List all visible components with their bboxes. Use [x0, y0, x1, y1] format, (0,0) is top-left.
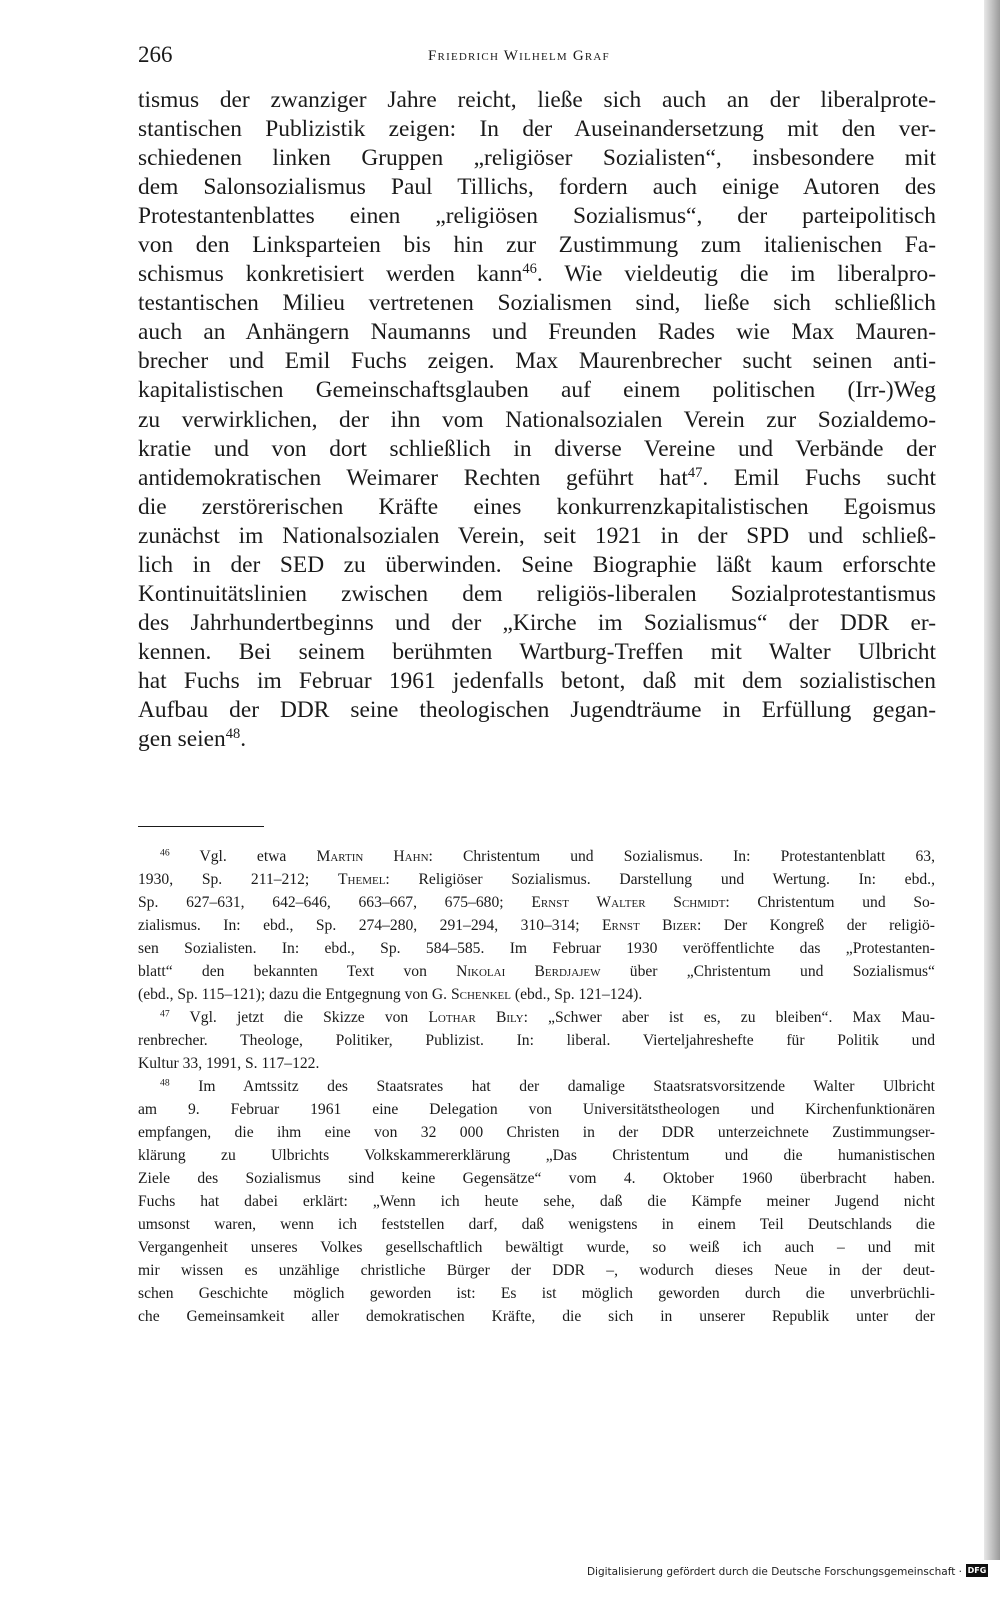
footnote-47 [138, 1006, 935, 1075]
body-line: zu verwirklichen, der ihn vom Nationalsozialen Verein zur Sozialdemo- [138, 406, 936, 433]
footnote-line: Fuchs hat dabei erklärt: „Wenn ich heute sehe, daß die Kämpfe meiner Jugend nicht [138, 1193, 935, 1210]
body-line: Aufbau der DDR seine theologischen Jugendträume in Erfüllung gegan- [138, 696, 936, 723]
footnote-46 [138, 845, 935, 1006]
author-name: Nikolai Berdjajew [456, 963, 601, 980]
footnote-line: klärung zu Ulbrichts Volkskammererklärung „Das Christentum und die humanistischen [138, 1147, 935, 1164]
footnote-line: (ebd., Sp. 115–121); dazu die Entgegnung von G. Schenkel (ebd., Sp. 121–124). [138, 986, 643, 1003]
body-line: lich in der SED zu überwinden. Seine Biographie läßt kaum erforschte [138, 551, 936, 578]
footnote-line: Kultur 33, 1991, S. 117–122. [138, 1055, 320, 1072]
dfg-logo: DFG [967, 1566, 987, 1575]
body-line: von den Linksparteien bis hin zur Zustimmung zum italienischen Fa- [138, 232, 936, 259]
footnote-line: Sp. 627–631, 642–646, 663–667, 675–680; Ernst Walter Schmidt: Christentum und So- [138, 894, 935, 911]
body-line: testantischen Milieu vertretenen Sozialismen sind, ließe sich schließlich [138, 290, 936, 317]
footnote-line: Vergangenheit unseres Volkes gesellschaftlich bewältigt wurde, so weiß ich auch – und mit [138, 1239, 935, 1256]
footnote-line: $^{46}$ Vgl. etwa Martin Hahn: Christentum und Sozialismus. In: Protestantenblatt 63, [160, 847, 935, 865]
author-name: G. Schenkel [431, 986, 511, 1003]
page-header [138, 42, 933, 76]
body-line: brecher und Emil Fuchs zeigen. Max Maurenbrecher sucht seinen anti- [138, 348, 936, 375]
body-line: tismus der zwanziger Jahre reicht, ließe sich auch an der liberalprote- [138, 87, 936, 113]
footnote-line: empfangen, die ihm eine von 32 000 Christen in der DDR unterzeichnete Zustimmungser- [138, 1124, 935, 1141]
body-line: stantischen Publizistik zeigen: In der Auseinandersetzung mit den ver- [138, 116, 936, 143]
author-name: Martin Hahn [316, 848, 429, 865]
body-line: Kontinuitätslinien zwischen dem religiös-liberalen Sozialprotestantismus [138, 580, 936, 607]
body-line: dem Salonsozialismus Paul Tillichs, fordern auch einige Autoren des [138, 174, 936, 201]
footnote-line: 1930, Sp. 211–212; Themel: Religiöser Sozialismus. Darstellung und Wertung. In: ebd., [138, 871, 935, 888]
body-line: kennen. Bei seinem berühmten Wartburg-Treffen mit Walter Ulbricht [138, 638, 936, 665]
body-line: auch an Anhängern Naumanns und Freunden Rades wie Max Mauren- [138, 319, 936, 346]
footnote-line: schen Geschichte möglich geworden ist: Es ist möglich geworden durch die unverbrüchli- [138, 1285, 935, 1302]
body-line: zunächst im Nationalsozialen Verein, seit 1921 in der SPD und schließ- [138, 522, 936, 549]
footnote-ref-48[interactable]: 48 [225, 726, 241, 743]
body-line: kapitalistischen Gemeinschaftsglauben auf einem politischen (Irr-)Weg [138, 377, 936, 404]
footnotes [138, 845, 935, 1328]
footnote-line: sen Sozialisten. In: ebd., Sp. 584–585. Im Februar 1930 veröffentlichte das „Protestanten- [138, 940, 935, 957]
scan-page-edge [984, 0, 1000, 1560]
body-line: des Jahrhundertbeginns und der „Kirche im Sozialismus“ der DDR er- [138, 609, 936, 636]
footnote-number: 48 [160, 1077, 170, 1089]
author-name: Themel [338, 871, 386, 888]
footnote-line: zialismus. In: ebd., Sp. 274–280, 291–294, 310–314; Ernst Bizer: Der Kongreß der religiö- [138, 917, 935, 934]
footnote-line: am 9. Februar 1961 eine Delegation von Universitätstheologen und Kirchenfunktionären [138, 1101, 935, 1118]
footnote-ref-46[interactable]: 46 [522, 261, 537, 278]
author-name: Ernst Walter Schmidt [531, 894, 726, 911]
footnote-ref-47[interactable]: 47 [687, 464, 703, 481]
body-line: schismus konkretisiert werden kann$^{46}$. Wie vieldeutig die im liberalpro- [138, 261, 936, 288]
main-paragraph [138, 86, 936, 754]
body-line: kratie und von dort schließlich in diverse Vereine und Verbände der [138, 435, 936, 462]
footnote-number: 47 [160, 1008, 170, 1020]
digitization-credit: Digitalisierung gefördert durch die Deutsche Forschungsgemeinschaft · [586, 1566, 962, 1578]
footnote-line: che Gemeinsamkeit aller demokratischen Kräfte, die sich in unserer Republik unter der [138, 1308, 935, 1325]
body-line: Protestantenblattes einen „religiösen Sozialismus“, der parteipolitisch [138, 203, 936, 230]
footnote-number: 46 [160, 847, 170, 859]
footnote-line: blatt“ den bekannten Text von Nikolai Berdjajew über „Christentum und Sozialismus“ [138, 963, 935, 980]
page-number: 266 [138, 42, 173, 67]
footnote-separator [138, 826, 264, 827]
footnote-line: umsonst waren, wenn ich feststellen darf, daß wenigstens in einem Teil Deutschlands die [138, 1216, 935, 1233]
footnote-line: $^{47}$ Vgl. jetzt die Skizze von Lothar Bily: „Schwer aber ist es, zu bleiben“. Max Mau- [160, 1008, 936, 1026]
author-name: Ernst Bizer [602, 917, 697, 934]
body-line: antidemokratischen Weimarer Rechten geführt hat$^{47}$. Emil Fuchs sucht [138, 464, 936, 491]
author-name: Lothar Bily [428, 1009, 524, 1026]
footnote-line: mir wissen es unzählige christliche Bürger der DDR –, wodurch dieses Neue in der deut- [138, 1262, 935, 1279]
body-line: gen seien$^{48}$. [138, 726, 247, 753]
running-head: Friedrich Wilhelm Graf [428, 48, 610, 64]
footnote-48 [138, 1075, 935, 1328]
body-line: die zerstörerischen Kräfte eines konkurrenzkapitalistischen Egoismus [138, 493, 936, 520]
footnote-line: renbrecher. Theologe, Politiker, Publizist. In: liberal. Vierteljahreshefte für Politik und [138, 1032, 935, 1049]
footnote-line: $^{48}$ Im Amtssitz des Staatsrates hat der damalige Staatsratsvorsitzende Walter Ulbricht [160, 1077, 935, 1095]
body-line: schiedenen linken Gruppen „religiöser Sozialisten“, insbesondere mit [138, 145, 936, 172]
body-line: hat Fuchs im Februar 1961 jedenfalls betont, daß mit dem sozialistischen [138, 667, 936, 694]
footnote-line: Ziele des Sozialismus sind keine Gegensätze“ vom 4. Oktober 1960 überbracht haben. [138, 1170, 935, 1187]
